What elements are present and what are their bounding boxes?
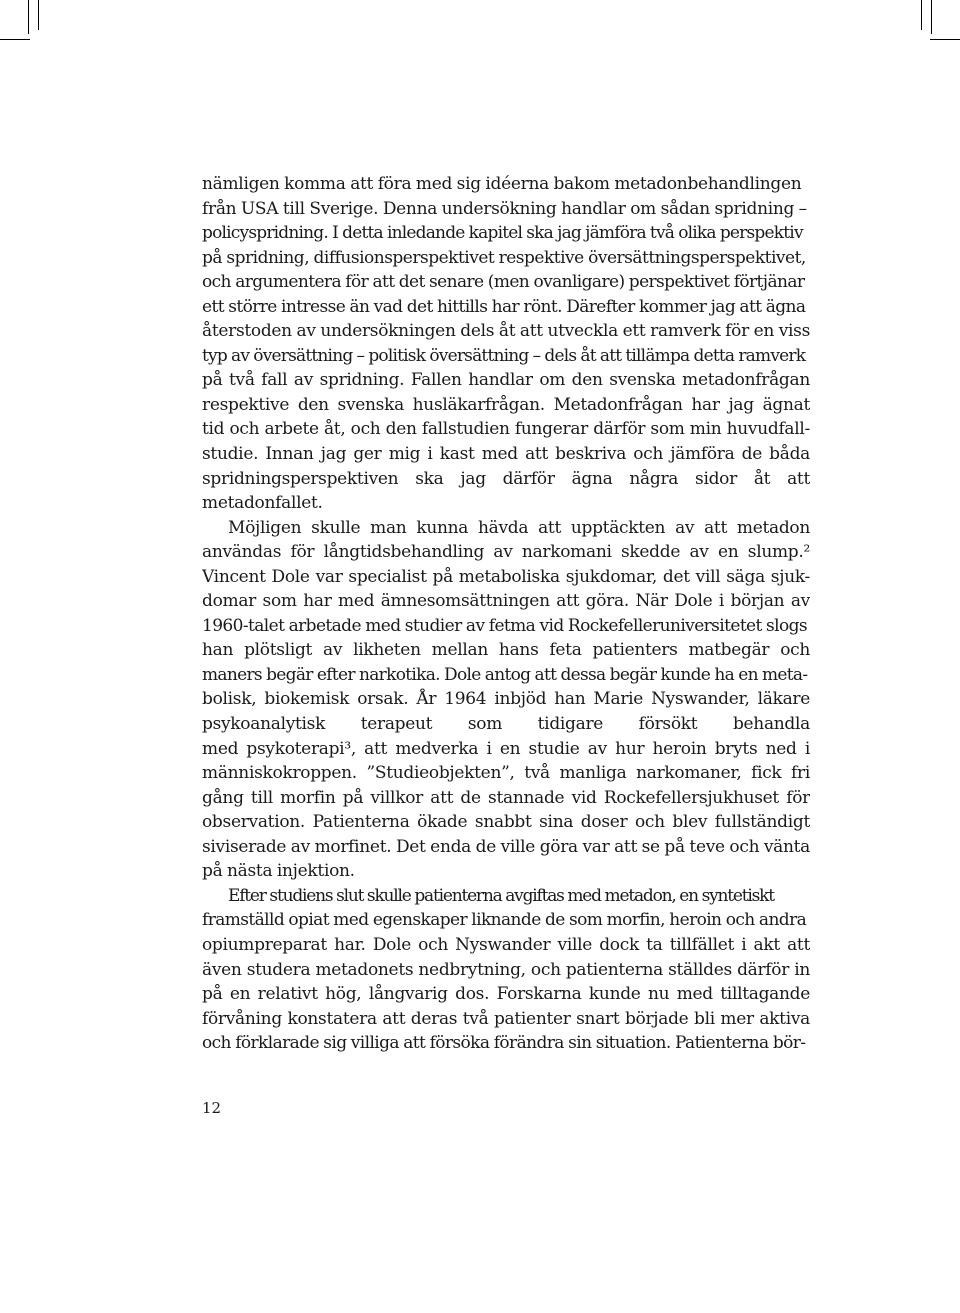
text-line: förvåning konstatera att deras två patienter snart började bli mer aktiva <box>202 1008 810 1029</box>
page-number: 12 <box>202 1099 222 1117</box>
text-line: Efter studiens slut skulle patienterna avgiftas med metadon, en syntetiskt <box>228 885 774 906</box>
text-line: policyspridning. I detta inledande kapitel ska jag jämföra två olika perspektiv <box>202 223 803 244</box>
text-line: Möjligen skulle man kunna hävda att upptäckten av att metadon <box>228 517 810 538</box>
text-line: metadonfallet. <box>202 493 323 514</box>
text-line: och argumentera för att det senare (men ovanligare) perspektivet förtjänar <box>202 272 805 293</box>
crop-mark-top-left-horizontal <box>0 39 30 40</box>
text-line: på nästa injektion. <box>202 861 355 882</box>
text-line: nämligen komma att föra med sig idéerna bakom metadonbehandlingen <box>202 174 802 194</box>
text-line: tid och arbete åt, och den fallstudien fungerar därför som min huvudfall- <box>202 419 810 440</box>
text-line: och förklarade sig villiga att försöka förändra sin situation. Patienterna bör- <box>202 1033 806 1054</box>
text-line: opiumpreparat har. Dole och Nyswander ville dock ta tillfället i akt att <box>202 934 810 955</box>
text-line: respektive den svenska husläkarfrågan. Metadonfrågan har jag ägnat <box>202 394 810 415</box>
text-line: återstoden av undersökningen dels åt att utveckla ett ramverk för en viss <box>202 321 810 342</box>
text-line: på en relativt hög, långvarig dos. Forskarna kunde nu med tilltagande <box>202 984 810 1005</box>
text-line: studie. Innan jag ger mig i kast med att beskriva och jämföra de båda <box>202 444 810 465</box>
text-line: spridningsperspektiven ska jag därför ägna några sidor åt att <box>202 468 810 489</box>
body-text <box>202 172 810 1056</box>
text-line: maners begär efter narkotika. Dole antog att dessa begär kunde ha en meta- <box>202 664 808 685</box>
text-line: siviserade av morfinet. Det enda de ville göra var att se på teve och vänta <box>202 836 810 857</box>
text-line: människokroppen. ”Studieobjekten”, två manliga narkomaner, fick fri <box>202 763 810 784</box>
crop-mark-top-left-vertical <box>28 0 29 34</box>
text-line: observation. Patienterna ökade snabbt sina doser och blev fullständigt <box>202 812 810 833</box>
text-line: Vincent Dole var specialist på metaboliska sjukdomar, det vill säga sjuk- <box>202 566 810 587</box>
text-line: på två fall av spridning. Fallen handlar om den svenska metadonfrågan <box>202 370 810 391</box>
text-line: gång till morfin på villkor att de stannade vid Rockefellersjukhuset för <box>202 787 810 808</box>
text-line: psykoanalytisk terapeut som tidigare försökt behandla <box>202 714 810 735</box>
text-line: bolisk, biokemisk orsak. År 1964 inbjöd han Marie Nyswander, läkare <box>202 689 810 710</box>
text-line: på spridning, diffusionsperspektivet respektive översättningsperspektivet, <box>202 247 806 268</box>
text-line: med psykoterapi³, att medverka i en studie av hur heroin bryts ned i <box>202 738 810 759</box>
text-line: ett större intresse än vad det hittills har rönt. Därefter kommer jag att ägna <box>202 296 806 317</box>
text-line: användas för långtidsbehandling av narkomani skedde av en slump.² <box>202 542 810 563</box>
text-line: domar som har med ämnesomsättningen att göra. När Dole i början av <box>202 591 810 612</box>
text-line: han plötsligt av likheten mellan hans feta patienters matbegär och <box>202 640 810 661</box>
crop-mark-top-right-vertical <box>921 0 922 30</box>
text-line: framställd opiat med egenskaper liknande de som morfin, heroin och andra <box>202 910 807 931</box>
text-line: från USA till Sverige. Denna undersökning handlar om sådan spridning – <box>202 198 807 219</box>
crop-mark-top-left-vertical-2 <box>38 0 39 30</box>
crop-mark-top-right-vertical-2 <box>931 0 932 34</box>
crop-mark-top-right-horizontal <box>930 39 960 40</box>
text-line: även studera metadonets nedbrytning, och patienterna ställdes därför in <box>202 959 810 980</box>
text-line: typ av översättning – politisk översättning – dels åt att tillämpa detta ramverk <box>202 345 806 366</box>
text-line: 1960-talet arbetade med studier av fetma vid Rockefelleruniversitetet slogs <box>202 615 808 636</box>
